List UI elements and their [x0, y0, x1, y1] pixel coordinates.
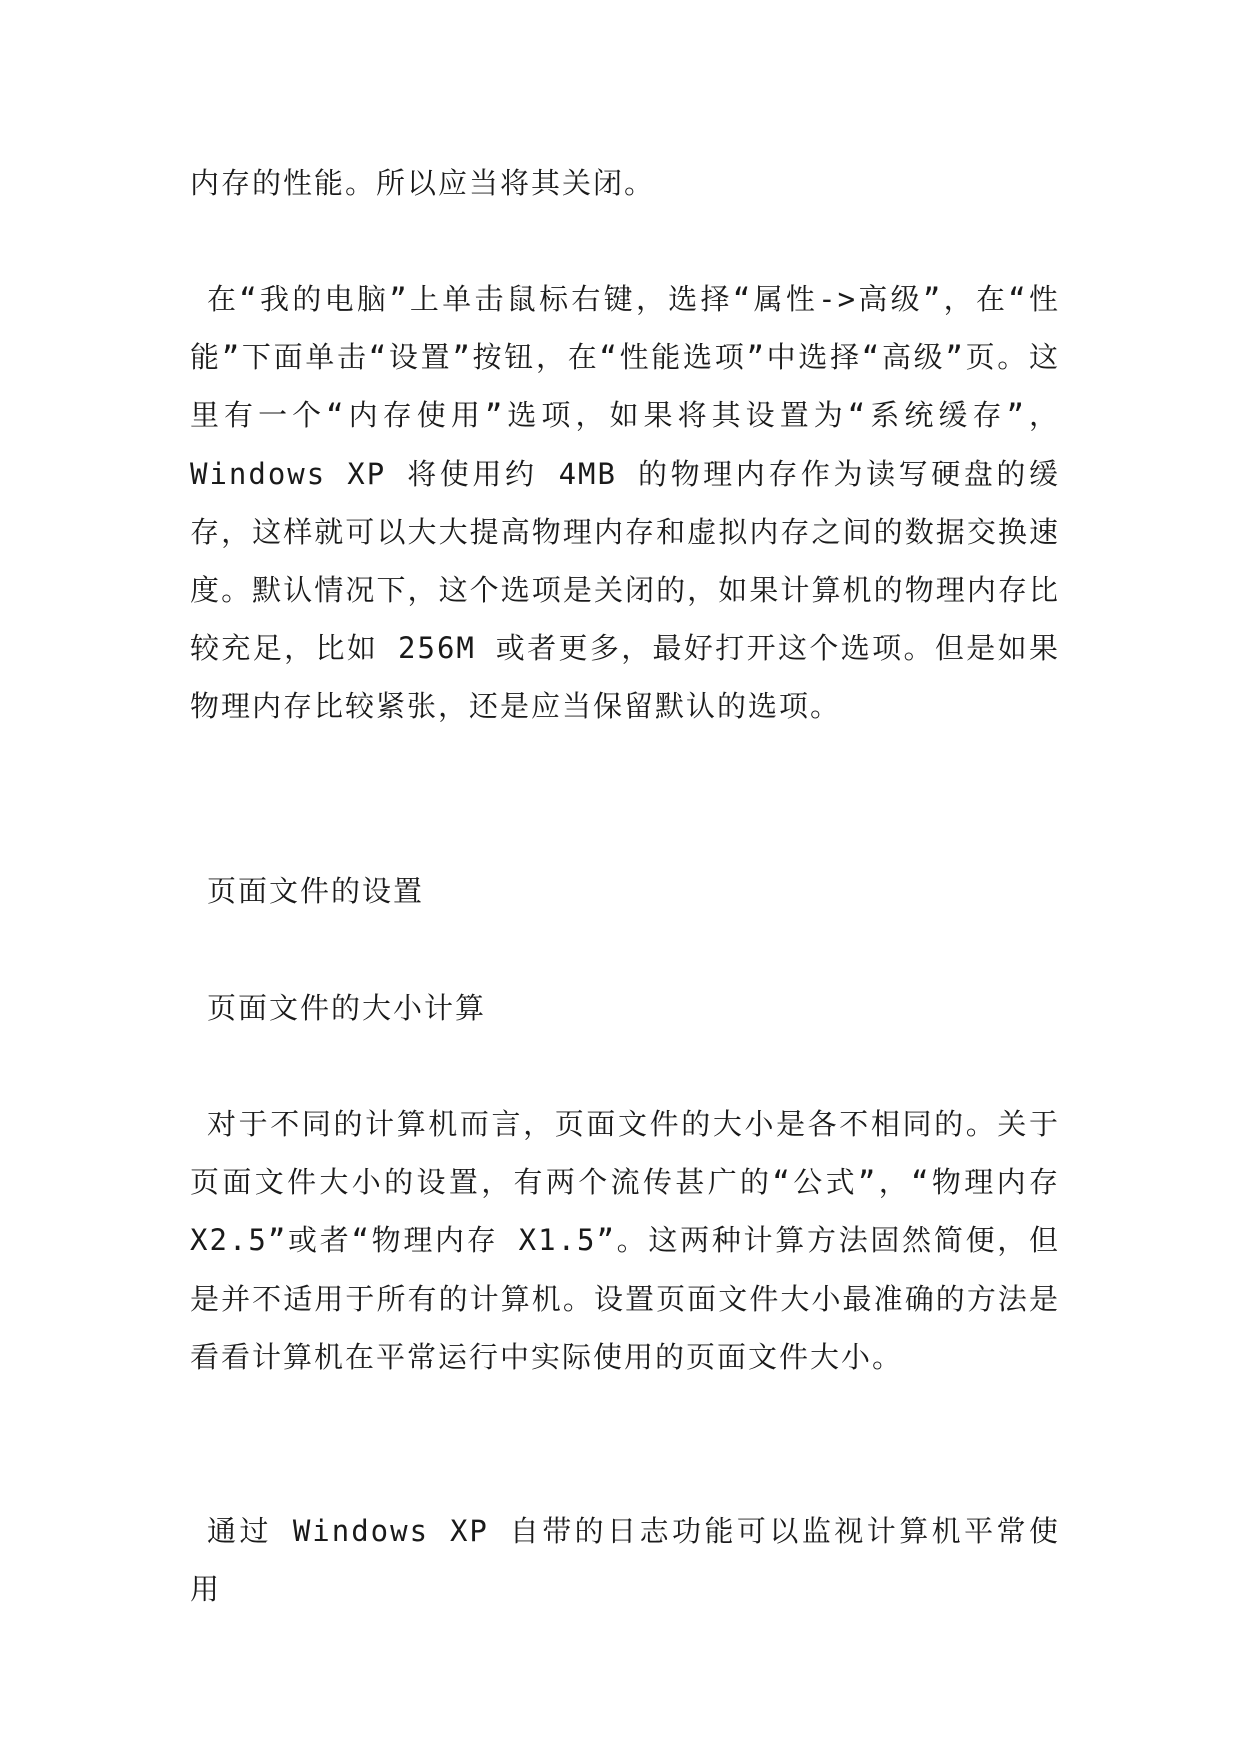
paragraph-event-log: 通过 Windows XP 自带的日志功能可以监视计算机平常使用	[190, 1514, 1060, 1607]
heading-page-file-size: 页面文件的大小计算	[207, 991, 487, 1025]
paragraph-page-file-size: 对于不同的计算机而言，页面文件的大小是各不相同的。关于页面文件大小的设置，有两个流传甚广的“公式”，“物理内存 X2.5”或者“物理内存 X1.5”。这两种计算方法固然简便，但是并不适用于所有的计算机。设置页面文件大小最准确的方法是看看计算机在平常运行中实际使用的页面文件大小。	[190, 1107, 1080, 1374]
paragraph-memory-usage: 在“我的电脑”上单击鼠标右键，选择“属性->高级”，在“性能”下面单击“设置”按钮，在“性能选项”中选择“高级”页。这里有一个“内存使用”选项，如果将其设置为“系统缓存”，Windows XP 将使用约 4MB 的物理内存作为读写硬盘的缓存，这样就可以大大提高物理内存和虚拟内存之间的数据交换速度。默认情况下，这个选项是关闭的，如果计算机的物理内存比较充足，比如 256M 或者更多，最好打开这个选项。但是如果物理内存比较紧张，还是应当保留默认的选项。	[190, 282, 1060, 724]
heading-page-file-settings: 页面文件的设置	[207, 874, 425, 908]
paragraph-continuation: 内存的性能。所以应当将其关闭。	[190, 166, 656, 200]
